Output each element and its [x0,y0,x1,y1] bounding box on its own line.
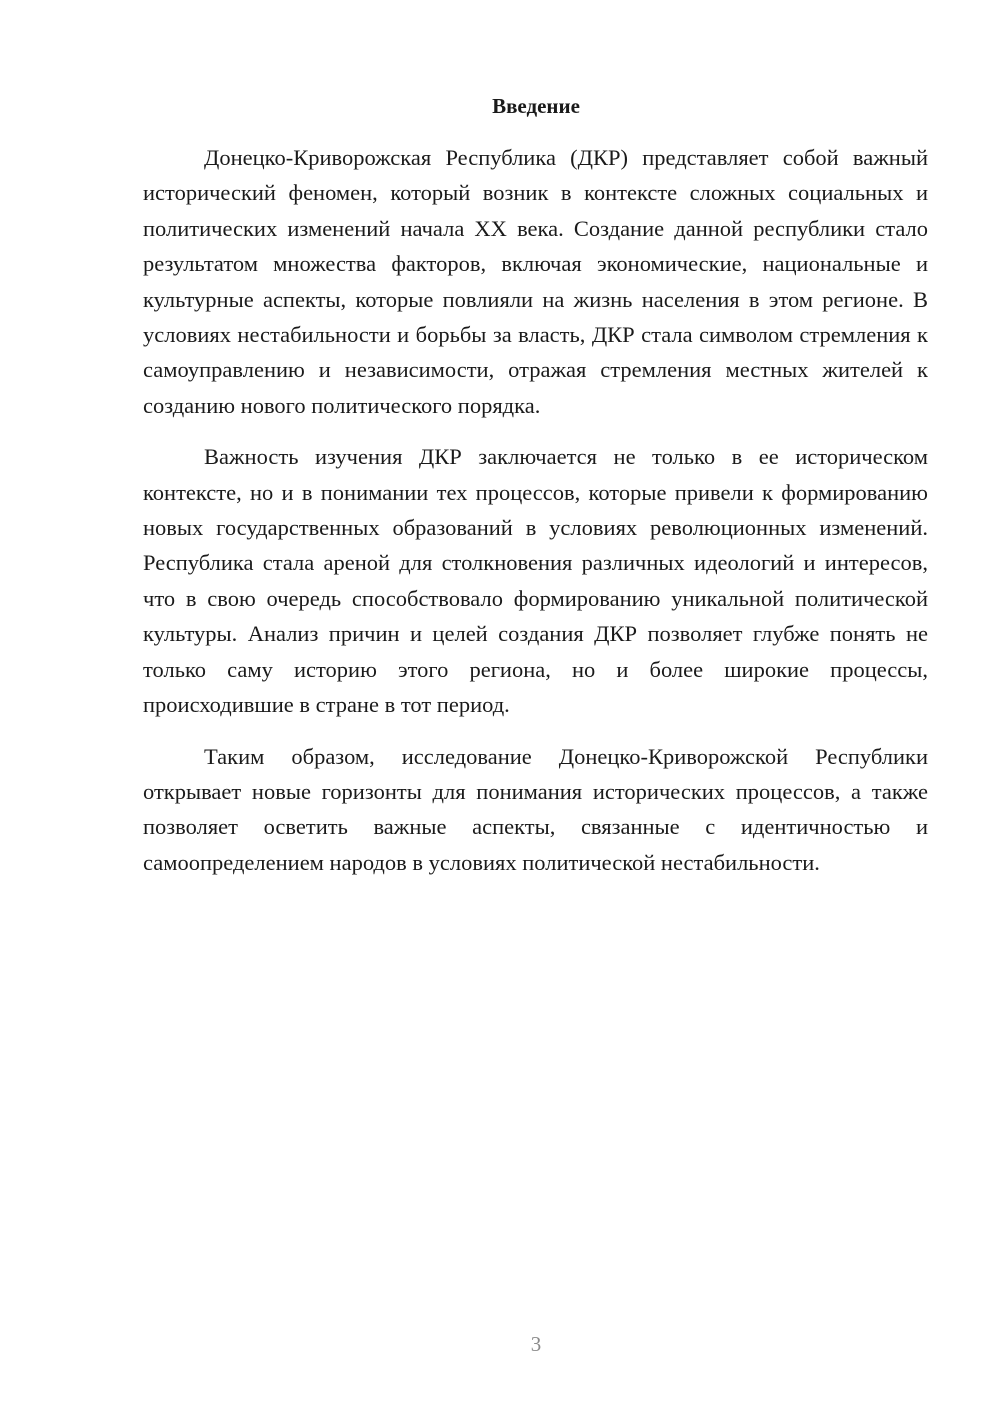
paragraph-2: Важность изучения ДКР заключается не только в ее историческом контексте, но и в понимании тех процессов, которые привели к формированию новых государственных образований в условиях революционных изменений. Республика стала ареной для столкновения различных идеологий и интересов, что в свою очередь способствовало формированию уникальной политической культуры. Анализ причин и целей создания ДКР позволяет глубже понять не только саму историю этого региона, но и более широкие процессы, происходившие в стране в тот период. [143,444,928,718]
section-heading: Введение [492,94,580,118]
paragraph-1: Донецко-Криворожская Республика (ДКР) представляет собой важный исторический феномен, который возник в контексте сложных социальных и политических изменений начала XX века. Создание данной республики стало результатом множества факторов, включая экономические, национальные и культурные аспекты, которые повлияли на жизнь населения в этом регионе. В условиях нестабильности и борьбы за власть, ДКР стала символом стремления к самоуправлению и независимости, отражая стремления местных жителей к созданию нового политического порядка. [143,145,928,418]
body-text [143,140,928,896]
paragraph-3: Таким образом, исследование Донецко-Криворожской Республики открывает новые горизонты для понимания исторических процессов, а также позволяет осветить важные аспекты, связанные с идентичностью и самоопределением народов в условиях политической нестабильности. [143,743,928,875]
page-number: 3 [530,1332,542,1356]
